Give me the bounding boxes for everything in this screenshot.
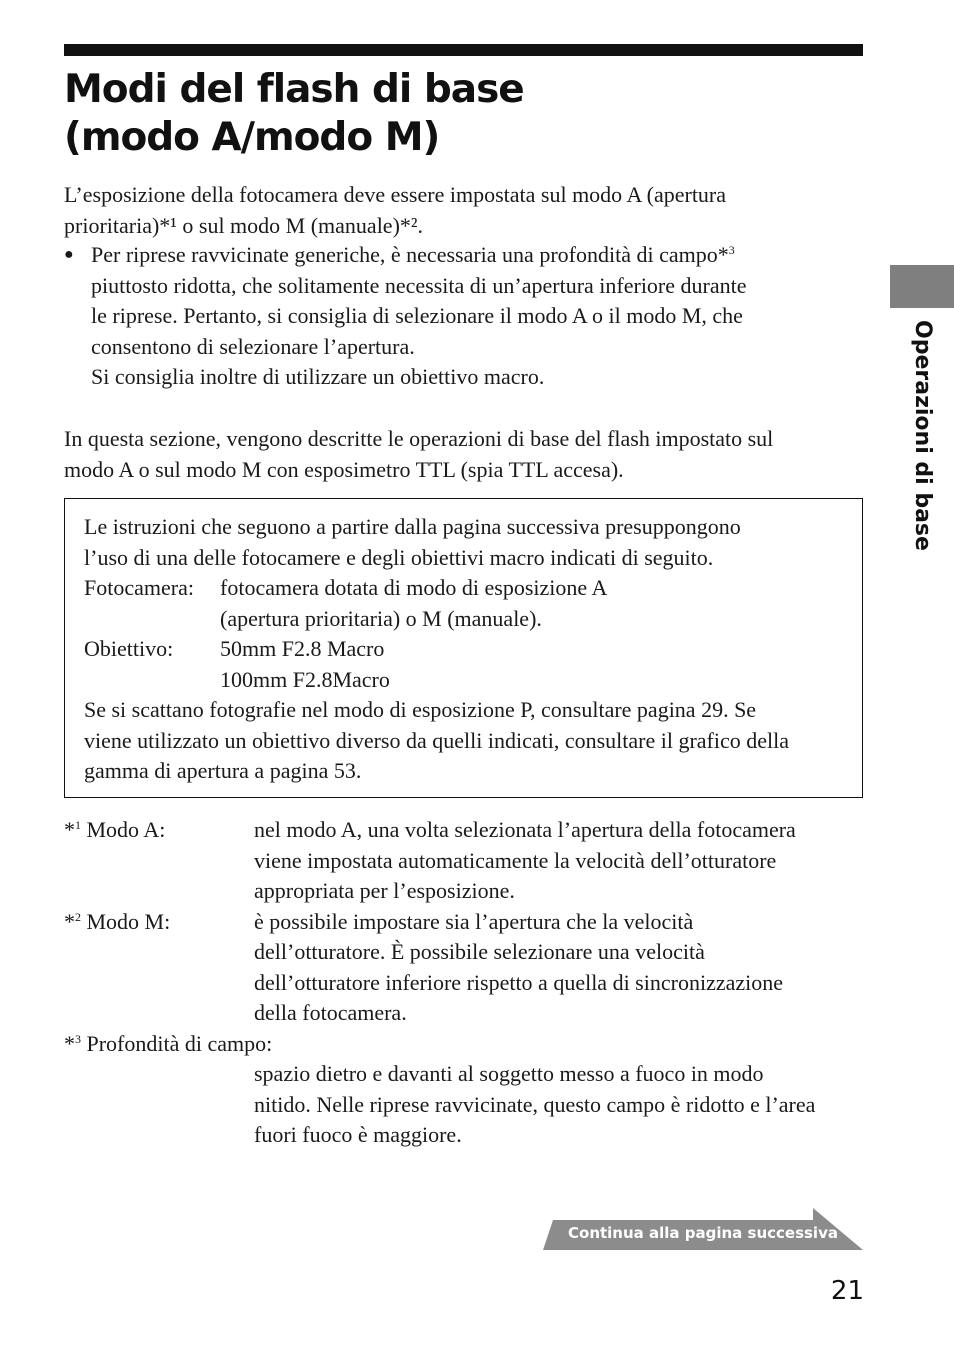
- para2-line-2: modo A o sul modo M con esposimetro TTL (spia TTL accesa).: [64, 456, 624, 482]
- box-footer-3: gamma di apertura a pagina 53.: [84, 758, 362, 783]
- footnote-2: [64, 907, 864, 1029]
- footnote-2-body: [254, 907, 864, 1029]
- camera-value-1: fotocamera dotata di modo di esposizione A: [220, 575, 608, 600]
- footnotes: [64, 815, 864, 1151]
- box-line-1: Le istruzioni che seguono a partire dalla pagina successiva presuppongono: [84, 514, 741, 539]
- lens-value-2: 100mm F2.8Macro: [220, 666, 390, 692]
- bullet-line-4: consentono di selezionare l’apertura.: [91, 333, 415, 359]
- section-side-label: [905, 320, 945, 590]
- footnote-1-number: 1: [75, 818, 81, 832]
- lens-row: [84, 634, 854, 665]
- footnote-3-line-2: nitido. Nelle riprese ravvicinate, questo campo è ridotto e l’area: [254, 1091, 816, 1117]
- footnote-2-term: [64, 907, 170, 938]
- continue-label: Continua alla pagina successiva: [568, 1224, 838, 1242]
- footnote-1-term-text: Modo A:: [81, 817, 166, 842]
- footnote-3: [64, 1029, 864, 1151]
- box-footer-2: viene utilizzato un obiettivo diverso da quelli indicati, consultare il grafico della: [84, 727, 789, 753]
- footnote-1-body: [254, 815, 864, 907]
- intro-line-2: prioritaria)*¹ o sul modo M (manuale)*².: [64, 212, 423, 238]
- section-side-label-text: Operazioni di base: [910, 320, 935, 551]
- bullet-line-2: piuttosto ridotta, che solitamente necessita di un’apertura inferiore durante: [91, 272, 747, 298]
- footnote-3-term: [64, 1029, 864, 1060]
- footnote-3-term-text: Profondità di campo:: [81, 1030, 273, 1056]
- footnote-2-line-1: è possibile impostare sia l’apertura che la velocità: [254, 908, 694, 934]
- lens-row-2: [84, 665, 854, 696]
- title-line-1: Modi del flash di base: [64, 67, 524, 112]
- box-line-2: l’uso di una delle fotocamere e degli obiettivi macro indicati di seguito.: [84, 544, 714, 570]
- intro-line-1: L’esposizione della fotocamera deve essere impostata sul modo A (apertura: [64, 182, 727, 207]
- page-number: 21: [830, 1276, 864, 1306]
- footnote-1-line-1: nel modo A, una volta selezionata l’apertura della fotocamera: [254, 817, 796, 842]
- camera-value-2: (apertura prioritaria) o M (manuale).: [220, 605, 542, 631]
- footnote-2-line-4: della fotocamera.: [254, 1000, 407, 1025]
- footnote-2-line-2: dell’otturatore. È possibile selezionare una velocità: [254, 939, 705, 964]
- bullet-text: [91, 240, 831, 393]
- bullet-icon: ●: [64, 246, 74, 263]
- camera-row: [84, 573, 854, 604]
- footnote-2-star: *: [64, 908, 75, 934]
- footnote-ref-3: 3: [728, 243, 735, 257]
- footnote-3-body: [254, 1059, 864, 1151]
- info-box-content: [84, 512, 854, 787]
- footnote-1-term: [64, 815, 165, 846]
- info-box: [64, 498, 863, 798]
- footnote-1-line-2: viene impostata automaticamente la velocità dell’otturatore: [254, 847, 777, 873]
- bullet-line-3: le riprese. Pertanto, si consiglia di selezionare il modo A o il modo M, che: [91, 303, 743, 328]
- section-tab-marker: [890, 265, 954, 308]
- footnote-2-number: 2: [75, 909, 81, 924]
- continue-banner: [543, 1208, 863, 1250]
- lens-label: Obiettivo:: [84, 636, 174, 661]
- bullet-line-1-text: Per riprese ravvicinate generiche, è necessaria una profondità di campo*: [91, 242, 729, 267]
- footnote-3-number: 3: [75, 1031, 81, 1046]
- box-footer-1: Se si scattano fotografie nel modo di esposizione P, consultare pagina 29. Se: [84, 697, 757, 722]
- camera-row-2: [84, 604, 854, 635]
- footnote-1-line-3: appropriata per l’esposizione.: [254, 878, 515, 903]
- page-title: [64, 66, 854, 162]
- footnote-1-star: *: [64, 817, 75, 842]
- footnote-3-line-1: spazio dietro e davanti al soggetto messo a fuoco in modo: [254, 1061, 764, 1086]
- bullet-line-5: Si consiglia inoltre di utilizzare un obiettivo macro.: [91, 364, 545, 389]
- title-line-2: (modo A/modo M): [64, 115, 440, 160]
- intro-paragraph: [64, 180, 864, 241]
- footnote-2-line-3: dell’otturatore inferiore rispetto a quella di sincronizzazione: [254, 969, 783, 995]
- bullet-line-1: [91, 240, 831, 271]
- footnote-1: [64, 815, 864, 907]
- lens-value-1: 50mm F2.8 Macro: [220, 636, 385, 661]
- camera-label: Fotocamera:: [84, 575, 194, 600]
- footnote-2-term-text: Modo M:: [81, 908, 171, 934]
- para2-line-1: In questa sezione, vengono descritte le operazioni di base del flash impostato sul: [64, 426, 774, 451]
- footnote-3-star: *: [64, 1030, 75, 1056]
- footnote-3-line-3: fuori fuoco è maggiore.: [254, 1122, 462, 1147]
- section-paragraph: [64, 424, 864, 485]
- top-rule: [64, 44, 863, 56]
